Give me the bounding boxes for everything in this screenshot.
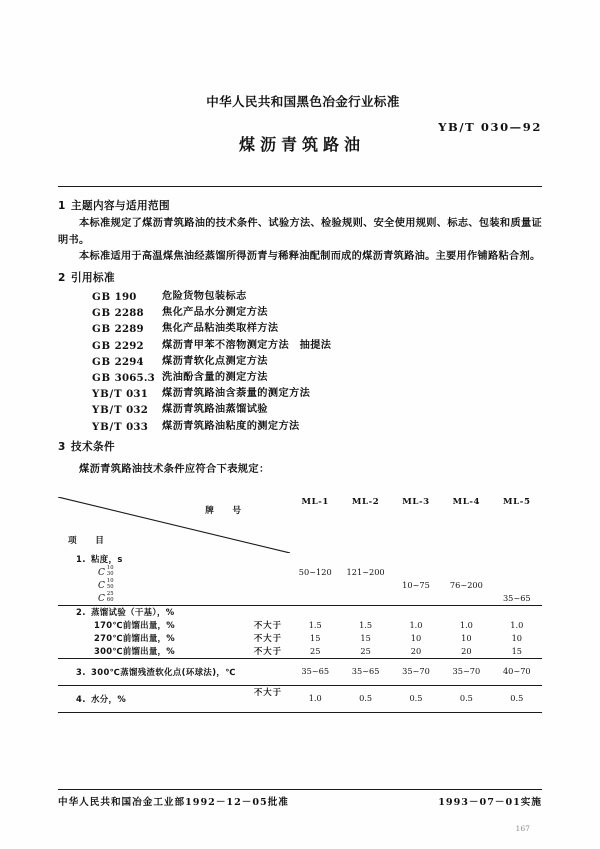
distillation-subrow — [58, 645, 290, 658]
implementation-date: 1993－07－01实施 — [438, 797, 542, 808]
reference-prefix: GB — [92, 291, 111, 304]
grade-column-header: ML-4 — [452, 497, 481, 507]
data-cell — [290, 553, 340, 606]
reference-code — [92, 289, 162, 305]
cell-value: 121~200 — [346, 567, 385, 577]
reference-item — [58, 305, 542, 321]
cell-value — [290, 579, 340, 592]
section-title-3: 技术条件 — [71, 440, 115, 453]
reference-title: 煤沥青筑路油蒸馏试验 — [162, 404, 268, 416]
cell-value — [441, 566, 491, 579]
row-title: 蒸馏试验（干基），% — [91, 607, 175, 617]
grade-column-header: ML-1 — [301, 497, 329, 507]
data-cell: 0.5 — [409, 693, 423, 703]
reference-number: 2294 — [114, 355, 144, 368]
table-row — [58, 606, 542, 659]
cell-value: 1.0 — [510, 620, 524, 630]
cell-value: 15 — [360, 633, 371, 643]
data-cell — [391, 606, 441, 659]
table-header-row — [58, 497, 542, 553]
viscosity-symbol: C — [98, 568, 105, 578]
row-label-cell-water-content — [58, 686, 290, 713]
reference-number: 190 — [114, 291, 137, 304]
row-number: 1. — [76, 554, 86, 564]
data-cell — [492, 606, 542, 659]
cell-value: 35~65 — [502, 593, 531, 603]
section-number-2: 2 — [58, 271, 66, 284]
reference-code — [92, 305, 162, 321]
subrow-name: 270℃前馏出量，% — [94, 633, 175, 643]
reference-number: 3065.3 — [114, 372, 155, 385]
row-number: 3. — [76, 667, 86, 677]
cell-value — [290, 592, 340, 605]
section-heading-1 — [58, 198, 542, 214]
viscosity-symbol-list — [58, 566, 290, 605]
reference-title: 煤沥青甲苯不溶物测定方法 抽提法 — [162, 339, 332, 351]
viscosity-superscript: 10 — [106, 565, 114, 571]
reference-title: 危险货物包装标志 — [162, 291, 247, 303]
section-title-2: 引用标准 — [71, 271, 115, 284]
subrow-name: 170℃前馏出量，% — [94, 620, 175, 630]
viscosity-symbol: C — [98, 581, 105, 591]
cell-value: 10 — [410, 633, 422, 643]
reference-item — [58, 370, 542, 386]
reference-prefix: GB — [92, 339, 111, 352]
cell-value: 20 — [410, 646, 422, 656]
data-cell: 35~65 — [340, 659, 390, 686]
section-title-1: 主题内容与适用范围 — [71, 200, 170, 212]
reference-prefix: YB/T — [92, 420, 123, 433]
section-heading-3 — [58, 439, 542, 455]
data-cell: 1.0 — [308, 693, 322, 703]
data-cell: 35~65 — [290, 659, 340, 686]
subrow-name: 300℃前馏出量，% — [94, 646, 175, 656]
data-cell — [492, 553, 542, 606]
reference-number: 2288 — [114, 307, 144, 320]
page-number: 167 — [515, 824, 530, 833]
reference-title: 煤沥青软化点测定方法 — [162, 355, 268, 367]
document-body — [58, 194, 542, 485]
reference-title: 焦化产品粘油类取样方法 — [162, 323, 279, 335]
viscosity-subscript: 30 — [106, 571, 114, 577]
reference-prefix: YB/T — [92, 404, 123, 417]
section-1-paragraph-2: 本标准适用于高温煤焦油经蒸馏所得沥青与稀释油配制而成的煤沥青筑路油。主要用作铺路粘合剂。 — [79, 251, 541, 263]
distillation-subrow — [58, 619, 290, 632]
reference-title: 煤沥青筑路油粘度的测定方法 — [162, 420, 300, 432]
data-cell: 40~70 — [492, 659, 542, 686]
reference-item — [58, 338, 542, 354]
data-cell — [441, 553, 491, 606]
corner-item-label: 项 目 — [68, 536, 109, 546]
data-cell: 0.5 — [510, 693, 524, 703]
cell-value — [441, 592, 491, 605]
limit-qualifier: 不大于 — [253, 620, 283, 630]
approval-statement: 中华人民共和国冶金工业部1992－12－05批准 — [58, 797, 289, 808]
row-number: 2. — [76, 607, 86, 617]
data-cell — [391, 553, 441, 606]
cell-value: 50~120 — [298, 567, 332, 577]
row-label — [58, 606, 290, 618]
row-label — [58, 553, 290, 565]
reference-item — [58, 419, 542, 435]
distillation-subrow-list — [58, 619, 290, 658]
cell-value — [340, 592, 390, 605]
standard-number: YB/T 030—92 — [438, 120, 542, 134]
cell-value: 25 — [310, 646, 321, 656]
grade-column-header: ML-3 — [402, 497, 430, 507]
section-number-1: 1 — [58, 200, 66, 212]
row-label-cell-softening-point — [58, 659, 290, 686]
viscosity-superscript: 10 — [106, 578, 114, 584]
distillation-subrow — [58, 632, 290, 645]
viscosity-symbol-row — [98, 579, 290, 592]
row-label-cell-viscosity — [58, 553, 290, 606]
reference-number: 031 — [126, 388, 149, 401]
data-cell — [340, 606, 390, 659]
cell-value: 1.5 — [308, 620, 322, 630]
reference-number: 032 — [126, 404, 149, 417]
data-cell: 35~70 — [391, 659, 441, 686]
reference-item — [58, 354, 542, 370]
cell-value — [340, 579, 390, 592]
reference-number: 2289 — [114, 323, 144, 336]
viscosity-symbol-row — [98, 566, 290, 579]
table-row — [58, 553, 542, 606]
row-label — [58, 666, 290, 678]
reference-code — [92, 370, 162, 386]
grade-column-header: ML-5 — [503, 497, 531, 507]
reference-title: 煤沥青筑路油含萘量的测定方法 — [162, 388, 311, 400]
section-1-paragraph-1: 本标准规定了煤沥青筑路油的技术条件、试验方法、检验规则、安全使用规则、标志、包装和质量证明书。 — [58, 218, 542, 246]
cell-value: 10~75 — [402, 580, 430, 590]
cell-value: 15 — [310, 633, 321, 643]
reference-item — [58, 321, 542, 337]
table-intro-text: 煤沥青筑路油技术条件应符合下表规定： — [79, 464, 270, 476]
table-row — [58, 659, 542, 686]
viscosity-superscript: 25 — [106, 591, 114, 597]
cell-value: 1.5 — [359, 620, 373, 630]
reference-prefix: GB — [92, 372, 111, 385]
issuing-organization: 中华人民共和国黑色冶金行业标准 — [206, 94, 400, 109]
row-number: 4. — [76, 694, 86, 704]
reference-item — [58, 386, 542, 402]
technical-requirements-table — [58, 497, 542, 713]
document-header — [58, 92, 542, 155]
viscosity-subscript: 50 — [106, 584, 114, 590]
row-title: 水分，% — [91, 694, 127, 704]
row-title: 300℃蒸馏残渣软化点(环球法)，℃ — [91, 667, 236, 677]
viscosity-subscript: 60 — [106, 597, 114, 603]
grade-column-header: ML-2 — [351, 497, 380, 507]
data-cell: 0.5 — [459, 693, 473, 703]
section-heading-2 — [58, 270, 542, 286]
reference-prefix: YB/T — [92, 388, 123, 401]
cell-value: 10 — [461, 633, 472, 643]
cell-value: 76~200 — [449, 580, 483, 590]
reference-title: 洗油酚含量的测定方法 — [162, 372, 268, 384]
document-title: 煤沥青筑路油 — [238, 135, 365, 154]
data-cell: 0.5 — [359, 693, 373, 703]
reference-item — [58, 402, 542, 418]
limit-qualifier: 不大于 — [253, 633, 283, 643]
row-label-cell-distillation — [58, 606, 290, 659]
section-number-3: 3 — [58, 440, 66, 453]
cell-value: 20 — [461, 646, 472, 656]
limit-qualifier: 不大于 — [253, 646, 283, 656]
reference-number: 033 — [126, 420, 149, 433]
cell-value: 1.0 — [459, 620, 473, 630]
reference-title: 焦化产品水分测定方法 — [162, 307, 268, 319]
cell-value — [492, 566, 542, 579]
document-footer — [58, 789, 542, 808]
cell-value: 25 — [360, 646, 371, 656]
cell-value — [492, 579, 542, 592]
viscosity-superscript-subscript — [105, 592, 119, 605]
cell-value — [391, 592, 441, 605]
reference-number: 2292 — [114, 339, 144, 352]
row-label — [58, 687, 290, 705]
cell-value: 10 — [511, 633, 522, 643]
reference-prefix: GB — [92, 323, 111, 336]
data-cell: 35~70 — [441, 659, 491, 686]
table-corner-cell — [58, 497, 290, 553]
corner-grade-label: 牌 号 — [205, 506, 247, 516]
referenced-standards-list — [58, 289, 542, 435]
table-row — [58, 686, 542, 713]
viscosity-symbol-row — [98, 592, 290, 605]
row-title: 粘度，s — [91, 554, 123, 564]
reference-prefix: GB — [92, 307, 111, 320]
reference-item — [58, 289, 542, 305]
data-cell — [340, 553, 390, 606]
header-divider — [58, 186, 542, 187]
data-cell — [290, 606, 340, 659]
reference-prefix: GB — [92, 355, 111, 368]
data-cell — [441, 606, 491, 659]
reference-code — [92, 419, 162, 435]
limit-qualifier: 不大于 — [253, 687, 283, 697]
viscosity-symbol: C — [98, 594, 105, 604]
reference-code — [92, 402, 162, 418]
cell-value: 1.0 — [409, 620, 423, 630]
reference-code — [92, 321, 162, 337]
reference-code — [92, 338, 162, 354]
cell-value — [391, 566, 441, 579]
reference-code — [92, 354, 162, 370]
reference-code — [92, 386, 162, 402]
cell-value: 15 — [511, 646, 522, 656]
